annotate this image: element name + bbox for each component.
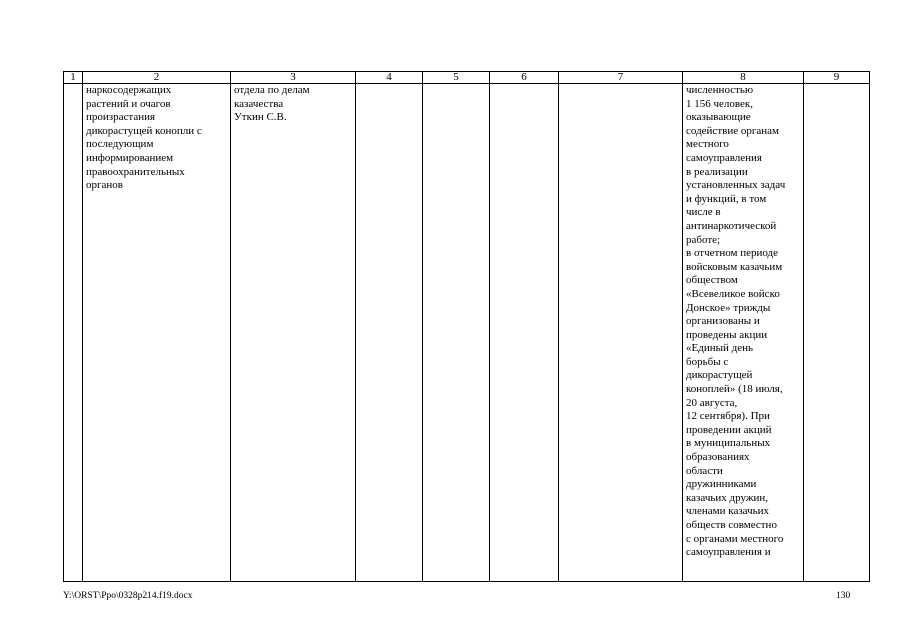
text-line: в реализации <box>686 165 748 178</box>
text-line: дружинниками <box>686 478 757 491</box>
column-header-8: 8 <box>683 72 804 84</box>
text-line: Уткин С.В. <box>234 111 287 124</box>
footer-page-number: 130 <box>836 591 851 601</box>
column-header-5: 5 <box>423 72 490 84</box>
text-line: отдела по делам <box>234 84 310 96</box>
text-line: растений и очагов <box>86 97 171 110</box>
header-row <box>64 72 870 84</box>
table-row <box>64 84 870 582</box>
text-line: в отчетном периоде <box>686 247 779 260</box>
text-line: области <box>686 464 723 477</box>
text-line: Донское» трижды <box>686 301 771 314</box>
cell-col-6 <box>490 84 559 582</box>
text-line: произрастания <box>86 111 156 124</box>
text-line: «Всевеликое войско <box>686 287 780 300</box>
text-line: «Единый день <box>686 342 753 355</box>
cell-col-4 <box>356 84 423 582</box>
text-line: работе; <box>686 233 721 246</box>
cell-col-7 <box>559 84 683 582</box>
column-header-9: 9 <box>804 72 870 84</box>
text-line: борьбы с <box>686 355 729 368</box>
text-line: организованы и <box>686 315 760 328</box>
text-line: войсковым казачьим <box>686 260 783 273</box>
column-header-2: 2 <box>83 72 231 84</box>
cell-col-8 <box>683 84 804 582</box>
text-line: органов <box>86 179 123 192</box>
text-line: информированием <box>86 151 174 164</box>
text-line: обществ совместно <box>686 519 777 531</box>
text-line: с органами местного <box>686 532 784 545</box>
text-line: самоуправления <box>686 151 762 164</box>
text-line: образованиях <box>686 451 750 464</box>
text-line: членами казачьих <box>686 505 770 518</box>
text-line: оказывающие <box>686 111 751 124</box>
column-header-6: 6 <box>490 72 559 84</box>
text-line: казачества <box>234 97 284 110</box>
cell-col-2 <box>83 84 231 582</box>
text-line: антинаркотической <box>686 219 777 232</box>
text-line: наркосодержащих <box>86 84 172 96</box>
text-line: дикорастущей конопли с <box>86 124 202 137</box>
text-line: правоохранительных <box>86 165 185 178</box>
cell-col-3 <box>231 84 356 582</box>
text-line: 1 156 человек, <box>686 97 754 110</box>
text-line: численностью <box>686 84 754 96</box>
text-line: последующим <box>86 138 154 151</box>
cell-col-5 <box>423 84 490 582</box>
cell-col-9 <box>804 84 870 582</box>
column-header-3: 3 <box>231 72 356 84</box>
column-header-4: 4 <box>356 72 423 84</box>
text-line: в муниципальных <box>686 437 771 450</box>
text-line: казачьих дружин, <box>686 491 768 504</box>
text-line: обществом <box>686 274 738 287</box>
text-line: дикорастущей <box>686 369 753 382</box>
text-line: коноплей» (18 июля, <box>686 383 783 396</box>
document-table <box>63 71 870 582</box>
cell-col-1 <box>64 84 83 582</box>
text-line: проведены акции <box>686 328 768 341</box>
text-line: установленных задач <box>686 179 786 192</box>
text-line: самоуправления и <box>686 546 771 559</box>
text-line: числе в <box>686 206 721 219</box>
text-line: проведении акций <box>686 423 772 436</box>
column-header-1: 1 <box>64 72 83 84</box>
column-header-7: 7 <box>559 72 683 84</box>
text-line: содействие органам <box>686 124 779 137</box>
text-line: и функций, в том <box>686 192 767 205</box>
text-line: 20 августа, <box>686 396 738 409</box>
text-line: местного <box>686 138 729 151</box>
footer-file-path: Y:\ORST\Ppo\0328p214.f19.docx <box>63 591 193 601</box>
text-line: 12 сентября). При <box>686 410 770 423</box>
